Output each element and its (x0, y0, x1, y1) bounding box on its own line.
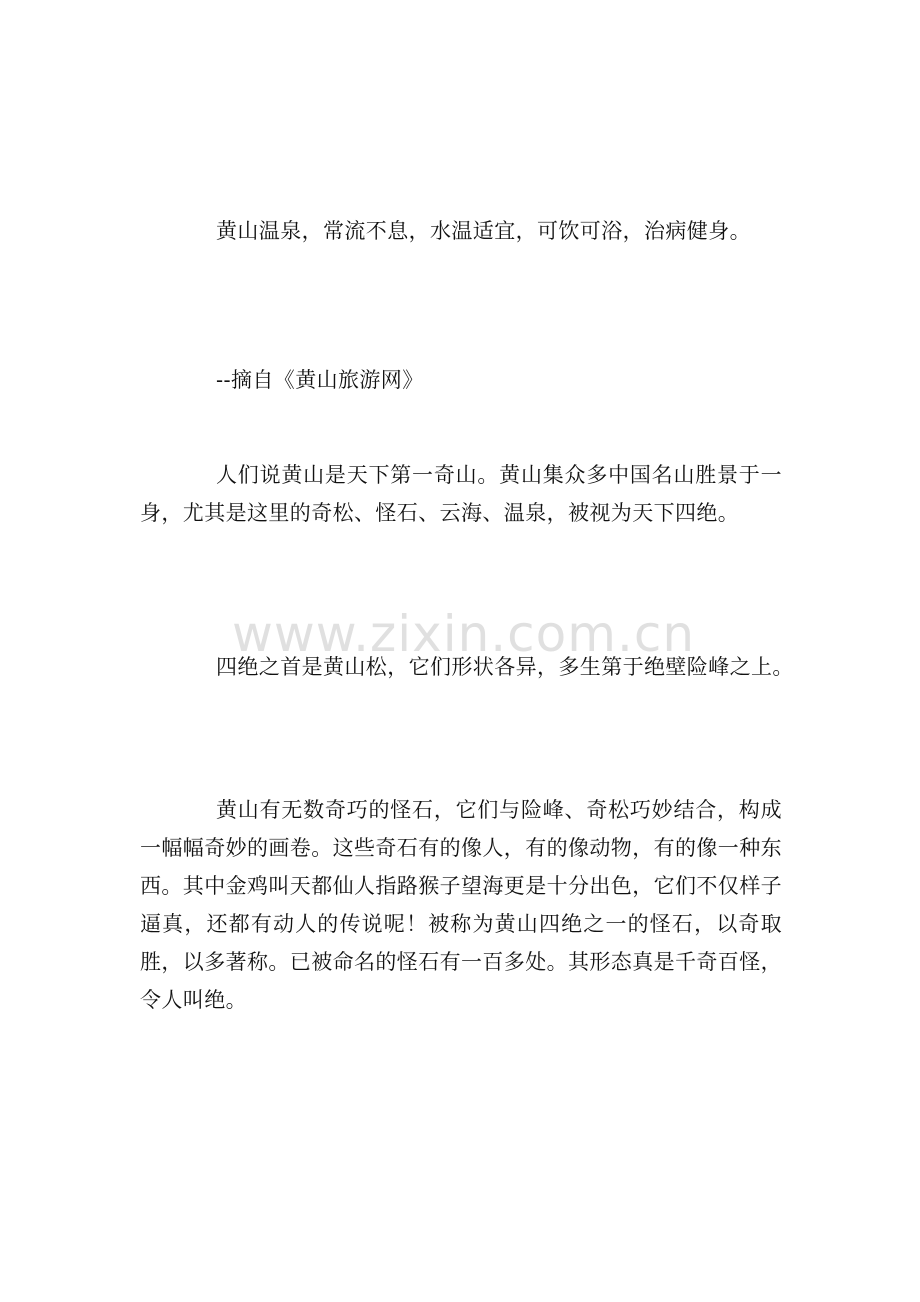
paragraph-source-citation: --摘自《黄山旅游网》 (216, 368, 424, 392)
paragraph-hot-springs: 黄山温泉，常流不息，水温适宜，可饮可浴，治病健身。 (216, 219, 751, 243)
paragraph-four-wonders: 人们说黄山是天下第一奇山。黄山集众多中国名山胜景于一身，尤其是这里的奇松、怪石、云海、温泉，被视为天下四绝。 (140, 463, 782, 525)
paragraph-strange-rocks: 黄山有无数奇巧的怪石，它们与险峰、奇松巧妙结合，构成一幅幅奇妙的画卷。这些奇石有的像人，有的像动物，有的像一种东西。其中金鸡叫天都仙人指路猴子望海更是十分出色，它们不仅样子逼真，还都有动人的传说呢！被称为黄山四绝之一的怪石，以奇取胜，以多著称。已被命名的怪石有一百多处。其形态真是千奇百怪，令人叫绝。 (140, 798, 782, 1012)
watermark: www.zixin.com.cn (232, 605, 696, 663)
paragraph-huangshan-pine: 四绝之首是黄山松，它们形状各异，多生第于绝壁险峰之上。 (216, 655, 794, 679)
